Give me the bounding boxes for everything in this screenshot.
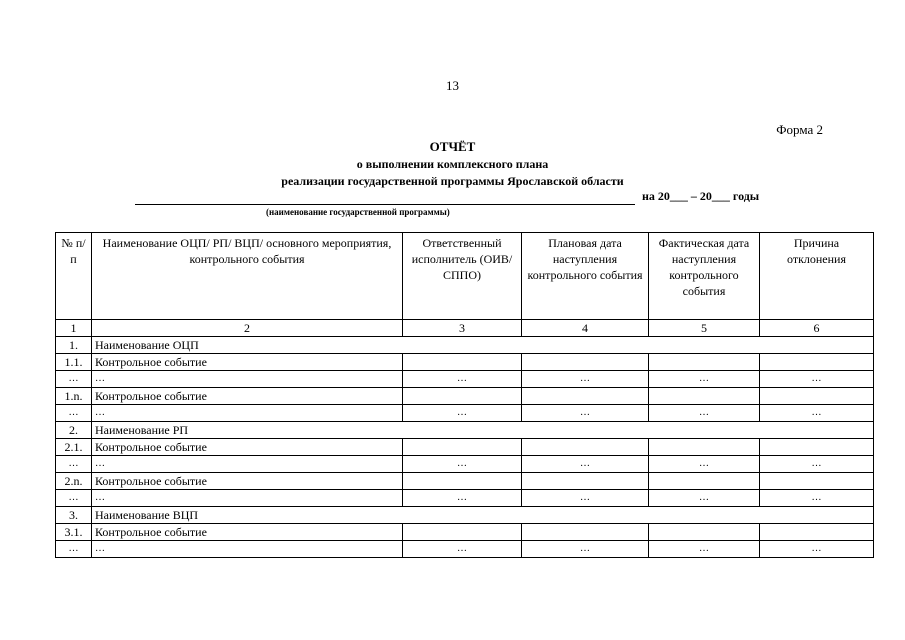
table-row	[56, 456, 874, 473]
row-name: Контрольное событие	[92, 388, 403, 405]
cell-reason: …	[760, 405, 874, 422]
cell-responsible	[403, 524, 522, 541]
cell-planned-date	[522, 388, 649, 405]
cell-planned-date: …	[522, 490, 649, 507]
row-number: 1.n.	[56, 388, 92, 405]
row-number: 1.	[56, 337, 92, 354]
table-row	[56, 388, 874, 405]
cell-planned-date	[522, 354, 649, 371]
report-subtitle-1: о выполнении комплексного плана	[356, 157, 549, 171]
row-number: …	[56, 371, 92, 388]
cell-responsible	[403, 388, 522, 405]
row-number: 2.1.	[56, 439, 92, 456]
column-number: 4	[522, 320, 649, 337]
table-row	[56, 422, 874, 439]
cell-reason	[760, 473, 874, 490]
page-number: 13	[446, 78, 459, 93]
cell-actual-date: …	[649, 405, 760, 422]
cell-actual-date: …	[649, 490, 760, 507]
cell-responsible: …	[403, 371, 522, 388]
table-row	[56, 473, 874, 490]
row-name: Контрольное событие	[92, 354, 403, 371]
cell-responsible: …	[403, 541, 522, 558]
header-num: № п/п	[56, 233, 92, 320]
table-row	[56, 439, 874, 456]
header-responsible: Ответственный исполнитель (ОИВ/ СППО)	[403, 233, 522, 320]
row-name: …	[92, 456, 403, 473]
table-row	[56, 371, 874, 388]
cell-planned-date: …	[522, 371, 649, 388]
report-period: на 20___ – 20___ годы	[642, 189, 760, 203]
row-number: …	[56, 490, 92, 507]
cell-planned-date	[522, 473, 649, 490]
cell-actual-date	[649, 388, 760, 405]
row-name: Наименование ВЦП	[92, 507, 874, 524]
row-name: …	[92, 490, 403, 507]
row-name: Контрольное событие	[92, 439, 403, 456]
cell-reason	[760, 354, 874, 371]
report-table	[55, 232, 874, 558]
cell-actual-date	[649, 439, 760, 456]
program-name-caption: (наименование государственной программы)	[266, 207, 450, 217]
cell-reason	[760, 524, 874, 541]
cell-reason: …	[760, 456, 874, 473]
row-name: Наименование ОЦП	[92, 337, 874, 354]
cell-actual-date: …	[649, 541, 760, 558]
cell-reason: …	[760, 371, 874, 388]
cell-responsible	[403, 439, 522, 456]
header-planned-date: Плановая дата наступления контрольного события	[522, 233, 649, 320]
cell-actual-date: …	[649, 371, 760, 388]
cell-responsible	[403, 354, 522, 371]
row-number: 2.	[56, 422, 92, 439]
table-header-row	[56, 233, 874, 320]
cell-reason: …	[760, 490, 874, 507]
row-number: …	[56, 541, 92, 558]
row-name: …	[92, 405, 403, 422]
report-title: ОТЧЁТ	[429, 139, 476, 154]
column-number: 5	[649, 320, 760, 337]
row-number: 1.1.	[56, 354, 92, 371]
table-row	[56, 507, 874, 524]
form-label: Форма 2	[776, 122, 823, 137]
cell-planned-date	[522, 439, 649, 456]
cell-planned-date: …	[522, 541, 649, 558]
row-number: 3.	[56, 507, 92, 524]
row-name: Контрольное событие	[92, 473, 403, 490]
row-number: …	[56, 456, 92, 473]
row-name: Наименование РП	[92, 422, 874, 439]
table-row	[56, 524, 874, 541]
cell-actual-date: …	[649, 456, 760, 473]
cell-actual-date	[649, 354, 760, 371]
program-name-line	[135, 192, 635, 205]
row-number: 2.n.	[56, 473, 92, 490]
column-numbers-row	[56, 320, 874, 337]
cell-actual-date	[649, 473, 760, 490]
column-number: 3	[403, 320, 522, 337]
table-body	[56, 337, 874, 558]
cell-responsible: …	[403, 456, 522, 473]
table-row	[56, 337, 874, 354]
column-number: 2	[92, 320, 403, 337]
table-row	[56, 405, 874, 422]
header-reason: Причина отклонения	[760, 233, 874, 320]
header-actual-date: Фактическая дата наступления контрольного события	[649, 233, 760, 320]
cell-reason	[760, 439, 874, 456]
cell-responsible: …	[403, 490, 522, 507]
row-name: Контрольное событие	[92, 524, 403, 541]
column-number: 1	[56, 320, 92, 337]
cell-planned-date	[522, 524, 649, 541]
row-name: …	[92, 541, 403, 558]
cell-responsible	[403, 473, 522, 490]
cell-actual-date	[649, 524, 760, 541]
row-number: …	[56, 405, 92, 422]
cell-reason	[760, 388, 874, 405]
cell-planned-date: …	[522, 456, 649, 473]
cell-responsible: …	[403, 405, 522, 422]
report-subtitle-2: реализации государственной программы Ярославской области	[281, 174, 624, 188]
cell-reason: …	[760, 541, 874, 558]
row-name: …	[92, 371, 403, 388]
row-number: 3.1.	[56, 524, 92, 541]
table-row	[56, 354, 874, 371]
table-row	[56, 541, 874, 558]
column-number: 6	[760, 320, 874, 337]
header-name: Наименование ОЦП/ РП/ ВЦП/ основного мероприятия, контрольного события	[92, 233, 403, 320]
table-row	[56, 490, 874, 507]
cell-planned-date: …	[522, 405, 649, 422]
